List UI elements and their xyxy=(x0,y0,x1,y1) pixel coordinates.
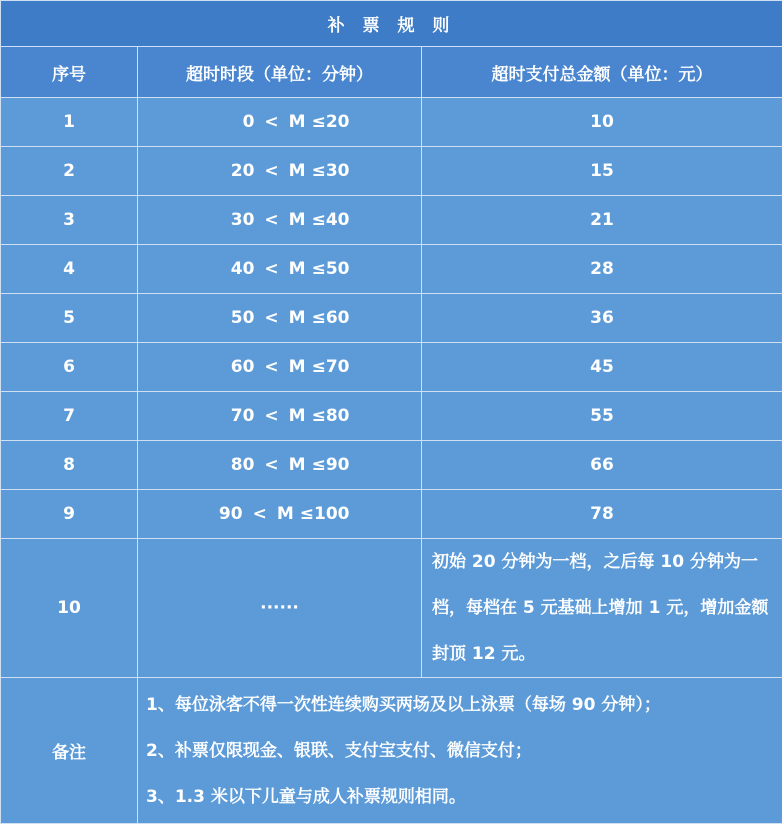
cell-period xyxy=(138,245,422,294)
period-range xyxy=(210,112,350,132)
range-le-sign: ≤ xyxy=(312,112,326,132)
range-le-sign: ≤ xyxy=(312,161,326,181)
cell-amount: 10 xyxy=(422,98,782,147)
cell-index: 6 xyxy=(1,343,138,392)
range-variable: M xyxy=(289,161,306,181)
range-lt-sign: < xyxy=(264,308,278,328)
range-low: 20 xyxy=(231,161,255,181)
cell-index: 8 xyxy=(1,441,138,490)
cell-period xyxy=(138,441,422,490)
cell-index: 4 xyxy=(1,245,138,294)
range-lt-sign: < xyxy=(264,406,278,426)
range-lt-sign: < xyxy=(264,210,278,230)
range-low: 90 xyxy=(219,504,243,524)
note-line: 1、每位泳客不得一次性连续购买两场及以上泳票（每场 90 分钟）； xyxy=(146,682,774,728)
cell-period xyxy=(138,343,422,392)
range-high: 100 xyxy=(314,504,350,524)
range-le-sign: ≤ xyxy=(312,455,326,475)
range-variable: M xyxy=(289,259,306,279)
table-row xyxy=(1,245,782,294)
notes-content xyxy=(138,678,782,824)
range-le-sign: ≤ xyxy=(312,259,326,279)
cell-amount: 36 xyxy=(422,294,782,343)
cell-index: 10 xyxy=(1,539,138,678)
range-high: 20 xyxy=(326,112,350,132)
cell-amount: 66 xyxy=(422,441,782,490)
cell-amount: 55 xyxy=(422,392,782,441)
period-range xyxy=(210,504,350,524)
cell-index: 1 xyxy=(1,98,138,147)
range-high: 60 xyxy=(326,308,350,328)
table-title: 补 票 规 则 xyxy=(1,1,782,47)
range-low: 60 xyxy=(231,357,255,377)
range-low: 30 xyxy=(231,210,255,230)
range-lt-sign: < xyxy=(264,455,278,475)
cell-amount: 21 xyxy=(422,196,782,245)
period-range xyxy=(210,357,350,377)
cell-period xyxy=(138,147,422,196)
header-amount: 超时支付总金额（单位：元） xyxy=(422,47,782,98)
range-variable: M xyxy=(289,406,306,426)
range-variable: M xyxy=(289,112,306,132)
period-range xyxy=(210,455,350,475)
range-lt-sign: < xyxy=(264,112,278,132)
range-low: 40 xyxy=(231,259,255,279)
header-index: 序号 xyxy=(1,47,138,98)
range-variable: M xyxy=(289,308,306,328)
range-lt-sign: < xyxy=(264,357,278,377)
period-range xyxy=(210,406,350,426)
cell-period xyxy=(138,196,422,245)
range-high: 80 xyxy=(326,406,350,426)
range-high: 30 xyxy=(326,161,350,181)
note-line: 2、补票仅限现金、银联、支付宝支付、微信支付； xyxy=(146,728,774,774)
period-range xyxy=(210,210,350,230)
cell-period xyxy=(138,294,422,343)
cell-period xyxy=(138,490,422,539)
cell-index: 5 xyxy=(1,294,138,343)
table-row xyxy=(1,392,782,441)
header-period: 超时时段（单位：分钟） xyxy=(138,47,422,98)
cell-amount: 45 xyxy=(422,343,782,392)
table-row xyxy=(1,343,782,392)
range-lt-sign: < xyxy=(253,504,267,524)
cell-index: 2 xyxy=(1,147,138,196)
note-line: 3、1.3 米以下儿童与成人补票规则相同。 xyxy=(146,774,774,820)
notes-row xyxy=(1,678,782,824)
range-high: 50 xyxy=(326,259,350,279)
table-row-special xyxy=(1,539,782,678)
cell-period xyxy=(138,392,422,441)
range-le-sign: ≤ xyxy=(312,210,326,230)
cell-amount: 78 xyxy=(422,490,782,539)
range-lt-sign: < xyxy=(264,259,278,279)
range-low: 70 xyxy=(231,406,255,426)
range-lt-sign: < xyxy=(264,161,278,181)
cell-period: ······ xyxy=(138,539,422,678)
header-row xyxy=(1,47,782,98)
cell-amount: 15 xyxy=(422,147,782,196)
cell-amount: 28 xyxy=(422,245,782,294)
cell-period xyxy=(138,98,422,147)
range-high: 40 xyxy=(326,210,350,230)
table-body xyxy=(1,98,782,824)
range-le-sign: ≤ xyxy=(312,406,326,426)
cell-index: 3 xyxy=(1,196,138,245)
period-range xyxy=(210,161,350,181)
range-low: 50 xyxy=(231,308,255,328)
period-range xyxy=(210,308,350,328)
range-high: 90 xyxy=(326,455,350,475)
table-row xyxy=(1,98,782,147)
cell-index: 9 xyxy=(1,490,138,539)
range-low: 80 xyxy=(231,455,255,475)
range-le-sign: ≤ xyxy=(312,357,326,377)
range-low: 0 xyxy=(243,112,255,132)
range-variable: M xyxy=(289,455,306,475)
table-row xyxy=(1,490,782,539)
table-row xyxy=(1,294,782,343)
table-row xyxy=(1,196,782,245)
range-le-sign: ≤ xyxy=(312,308,326,328)
title-row xyxy=(1,1,782,47)
cell-index: 7 xyxy=(1,392,138,441)
range-le-sign: ≤ xyxy=(300,504,314,524)
range-variable: M xyxy=(289,357,306,377)
range-high: 70 xyxy=(326,357,350,377)
table-row xyxy=(1,441,782,490)
period-range xyxy=(210,259,350,279)
notes-label: 备注 xyxy=(1,678,138,824)
range-variable: M xyxy=(277,504,294,524)
range-variable: M xyxy=(289,210,306,230)
cell-amount-description: 初始 20 分钟为一档，之后每 10 分钟为一档，每档在 5 元基础上增加 1 元，增加金额封顶 12 元。 xyxy=(422,539,782,678)
table-row xyxy=(1,147,782,196)
